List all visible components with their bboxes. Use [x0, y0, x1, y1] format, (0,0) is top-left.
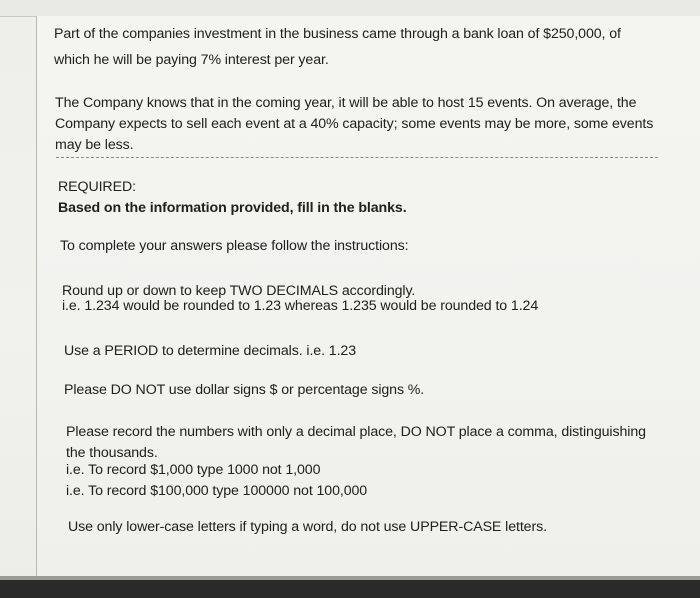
paragraph2-line1: The Company knows that in the coming year, it will be able to host 15 events. On average, the: [55, 95, 637, 111]
required-label: REQUIRED:: [58, 179, 136, 195]
instructions-intro: To complete your answers please follow the instructions:: [60, 238, 409, 254]
record-example-1: i.e. To record $1,000 type 1000 not 1,000: [66, 462, 321, 478]
record-rule-line2: the thousands.: [66, 445, 158, 461]
required-instruction: Based on the information provided, fill in the blanks.: [58, 200, 407, 216]
paragraph1-line2: which he will be paying 7% interest per year.: [54, 52, 329, 68]
paragraph2-line3: may be less.: [55, 137, 134, 153]
record-rule-line1: Please record the numbers with only a decimal place, DO NOT place a comma, distinguishing: [66, 424, 646, 440]
paragraph1-line1: Part of the companies investment in the business came through a bank loan of $250,000, of: [54, 26, 621, 42]
rounding-example: i.e. 1.234 would be rounded to 1.23 whereas 1.235 would be rounded to 1.24: [62, 298, 539, 314]
paragraph2-line2: Company expects to sell each event at a 40% capacity; some events may be more, some events: [55, 116, 654, 132]
signs-rule: Please DO NOT use dollar signs $ or percentage signs %.: [64, 382, 425, 398]
record-example-2: i.e. To record $100,000 type 100000 not 100,000: [66, 483, 368, 499]
lowercase-rule: Use only lower-case letters if typing a word, do not use UPPER-CASE letters.: [68, 519, 547, 535]
dashed-divider: [56, 157, 658, 158]
top-edge-bar: [0, 0, 700, 17]
period-rule: Use a PERIOD to determine decimals. i.e. 1.23: [64, 343, 356, 359]
monitor-bezel: [0, 580, 700, 598]
rounding-rule: Round up or down to keep TWO DECIMALS accordingly.: [62, 283, 416, 299]
